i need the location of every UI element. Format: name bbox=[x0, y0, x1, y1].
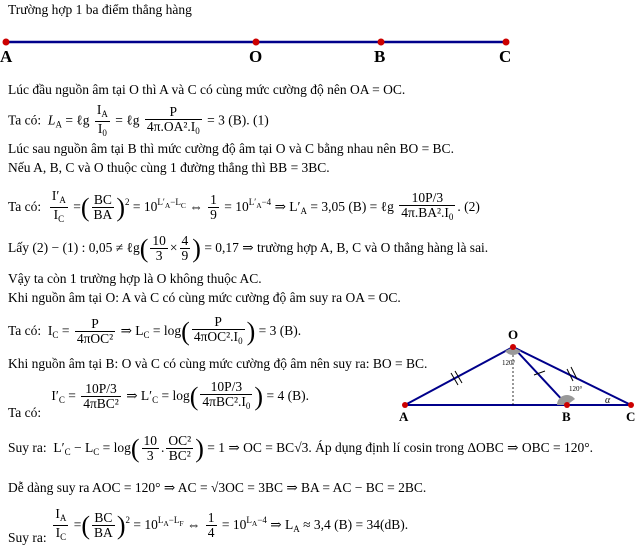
suy-ra-label: Suy ra: bbox=[8, 530, 47, 545]
triangle-figure bbox=[395, 325, 640, 425]
para-8: Khi nguồn âm tại O: A và C có cùng mức cường độ âm suy ra OA = OC. bbox=[8, 290, 401, 305]
label-b: B bbox=[374, 47, 386, 66]
para-10: Khi nguồn âm tại B: O và C có cùng mức cường độ âm nên suy ra: BO = BC. bbox=[8, 356, 428, 371]
para-1: Lúc đầu nguồn âm tại O thì A và C có cùng mức cường độ nên OA = OC. bbox=[8, 82, 406, 97]
formula-5: Suy ra: $L'_C - L_C = \log$( $\frac{10}{3}$ . $\frac{\text{OC²}}{\text{BC²}}$ ) = 1 ⇒ OC = BC√3. Áp dụng định lí cosin trong ΔOBC ⇒ OBC = 120°. bbox=[8, 433, 593, 464]
label-c: C bbox=[499, 47, 512, 66]
label-a: A bbox=[0, 47, 13, 66]
collinear-figure bbox=[0, 30, 520, 66]
tri-angle-o: 120° bbox=[502, 359, 516, 367]
para-13: Dễ dàng suy ra AOC = 120° ⇒ AC = √3OC = 3BC ⇒ BA = AC − BC = 2BC. bbox=[8, 480, 427, 495]
tri-angle-b: 120° bbox=[569, 385, 583, 393]
para-3: Lúc sau nguồn âm tại B thì mức cường độ âm tại O và C bằng nhau nên BO = BC. bbox=[8, 141, 454, 156]
tri-alpha: α bbox=[605, 395, 611, 406]
formula-4: $I'_C$ = $\frac{10P/3}{\text{4πBC²}}$ ⇒ $L'_C = \log$( $\frac{10P/3}{4\pi BC^2.I_0}$ ) = 4 (B). bbox=[48, 379, 309, 412]
ta-co-label: Ta có: bbox=[8, 405, 42, 420]
formula-2: Ta có: $\frac{I'_A}{I_C}$ =( $\frac{BC}{BA}$ )$^2 = 10^{L'_A-L_C}$ ⇔ $\frac{1}{9}$ = $10^{L'_A-4}$ ⇒ $L'_A = 3,05$ (B) = ℓg $\frac{10P/3}{4\pi.BA^2.I_0}$ . (2) bbox=[8, 188, 480, 225]
tri-label-c: C bbox=[626, 409, 636, 424]
tri-label-o: O bbox=[508, 327, 519, 342]
para-7: Vậy ta còn 1 trường hợp là O không thuộc AC. bbox=[8, 271, 262, 286]
tri-label-a: A bbox=[399, 409, 409, 424]
formula-3: Ta có: $I_C$ = $\frac{P}{\text{4πOC²}}$ ⇒ $L_C = \log$( $\frac{P}{4\pi OC^2.I_0}$ ) = 3 (B). bbox=[8, 314, 302, 347]
formula-diff: Lấy (2) − (1) : 0,05 ≠ ℓg( $\frac{10}{3}$ × $\frac{4}{9}$ ) = 0,17 ⇒ trường hợp A, B, C và O thẳng hàng là sai. bbox=[8, 233, 489, 264]
heading: Trường hợp 1 ba điểm thẳng hàng bbox=[8, 2, 192, 17]
formula-6: $\frac{I_A}{I_C}$ =( $\frac{BC}{BA}$ )$^2 = 10^{L_A-L_F}$ ⇔ $\frac{1}{4}$ = $10^{L_A-4}$ ⇒ $L_A \approx 3,4$ (B) = 34(dB). bbox=[55, 506, 409, 543]
para-4: Nếu A, B, C và O thuộc cùng 1 đường thẳng thì BB = 3BC. bbox=[8, 160, 330, 175]
label-o: O bbox=[249, 47, 263, 66]
tri-label-b: B bbox=[562, 409, 571, 424]
formula-1: Ta có: $L_A$ = ℓg $\frac{I_A}{I_0}$ = ℓg $\frac{P}{4\pi.OA^2.I_0}$ = 3 (B). (1) bbox=[8, 102, 269, 138]
